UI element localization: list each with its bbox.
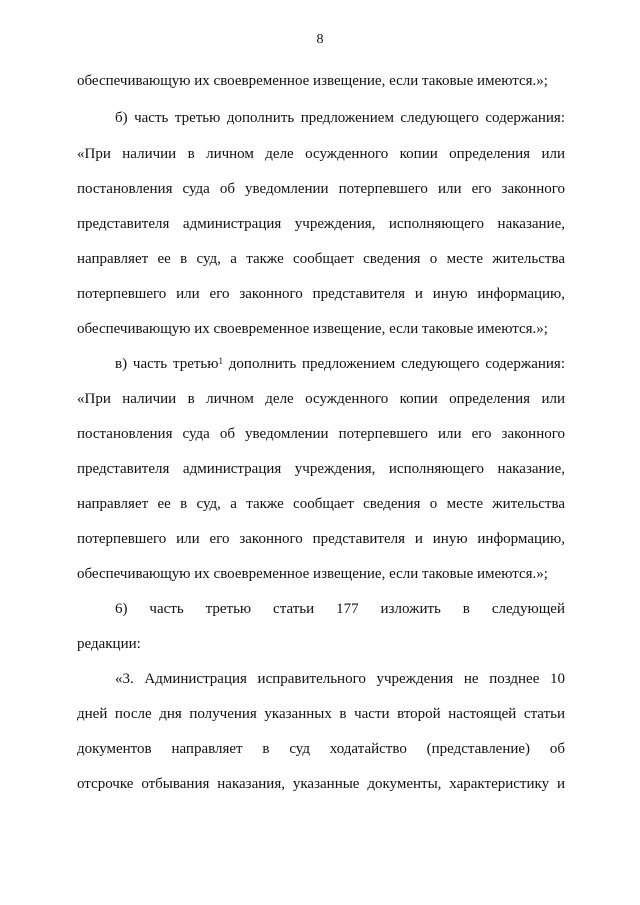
text-line: дней после дня получения указанных в части второй настоящей статьи	[77, 706, 565, 722]
text-line: 6) часть третью статьи 177 изложить в следующей	[115, 601, 565, 617]
superscript: 1	[218, 356, 223, 366]
text-line: «При наличии в личном деле осужденного копии определения или	[77, 391, 565, 407]
text-line: потерпевшего или его законного представителя и иную информацию,	[77, 286, 565, 302]
text-line: обеспечивающую их своевременное извещение, если таковые имеются.»;	[77, 566, 548, 582]
text-line: обеспечивающую их своевременное извещение, если таковые имеются.»;	[77, 321, 548, 337]
text-line: «3. Администрация исправительного учреждения не позднее 10	[115, 671, 565, 687]
text-line: направляет ее в суд, а также сообщает сведения о месте жительства	[77, 496, 565, 512]
text-line: в) часть третью$^1$ дополнить предложением следующего содержания:	[115, 356, 565, 372]
text-line: документов направляет в суд ходатайство (представление) об	[77, 741, 565, 757]
text-line: представителя администрация учреждения, исполняющего наказание,	[77, 216, 565, 232]
text-line: обеспечивающую их своевременное извещение, если таковые имеются.»;	[77, 73, 548, 89]
text-line: «При наличии в личном деле осужденного копии определения или	[77, 146, 565, 162]
text-line: представителя администрация учреждения, исполняющего наказание,	[77, 461, 565, 477]
text-line: б) часть третью дополнить предложением следующего содержания:	[115, 110, 565, 126]
page-number: 8	[316, 32, 324, 47]
text-line: постановления суда об уведомлении потерпевшего или его законного	[77, 426, 565, 442]
text-line: редакции:	[77, 636, 141, 652]
text-line: потерпевшего или его законного представителя и иную информацию,	[77, 531, 565, 547]
text-line: отсрочке отбывания наказания, указанные документы, характеристику и	[77, 776, 565, 792]
text-line: направляет ее в суд, а также сообщает сведения о месте жительства	[77, 251, 565, 267]
text-line: постановления суда об уведомлении потерпевшего или его законного	[77, 181, 565, 197]
